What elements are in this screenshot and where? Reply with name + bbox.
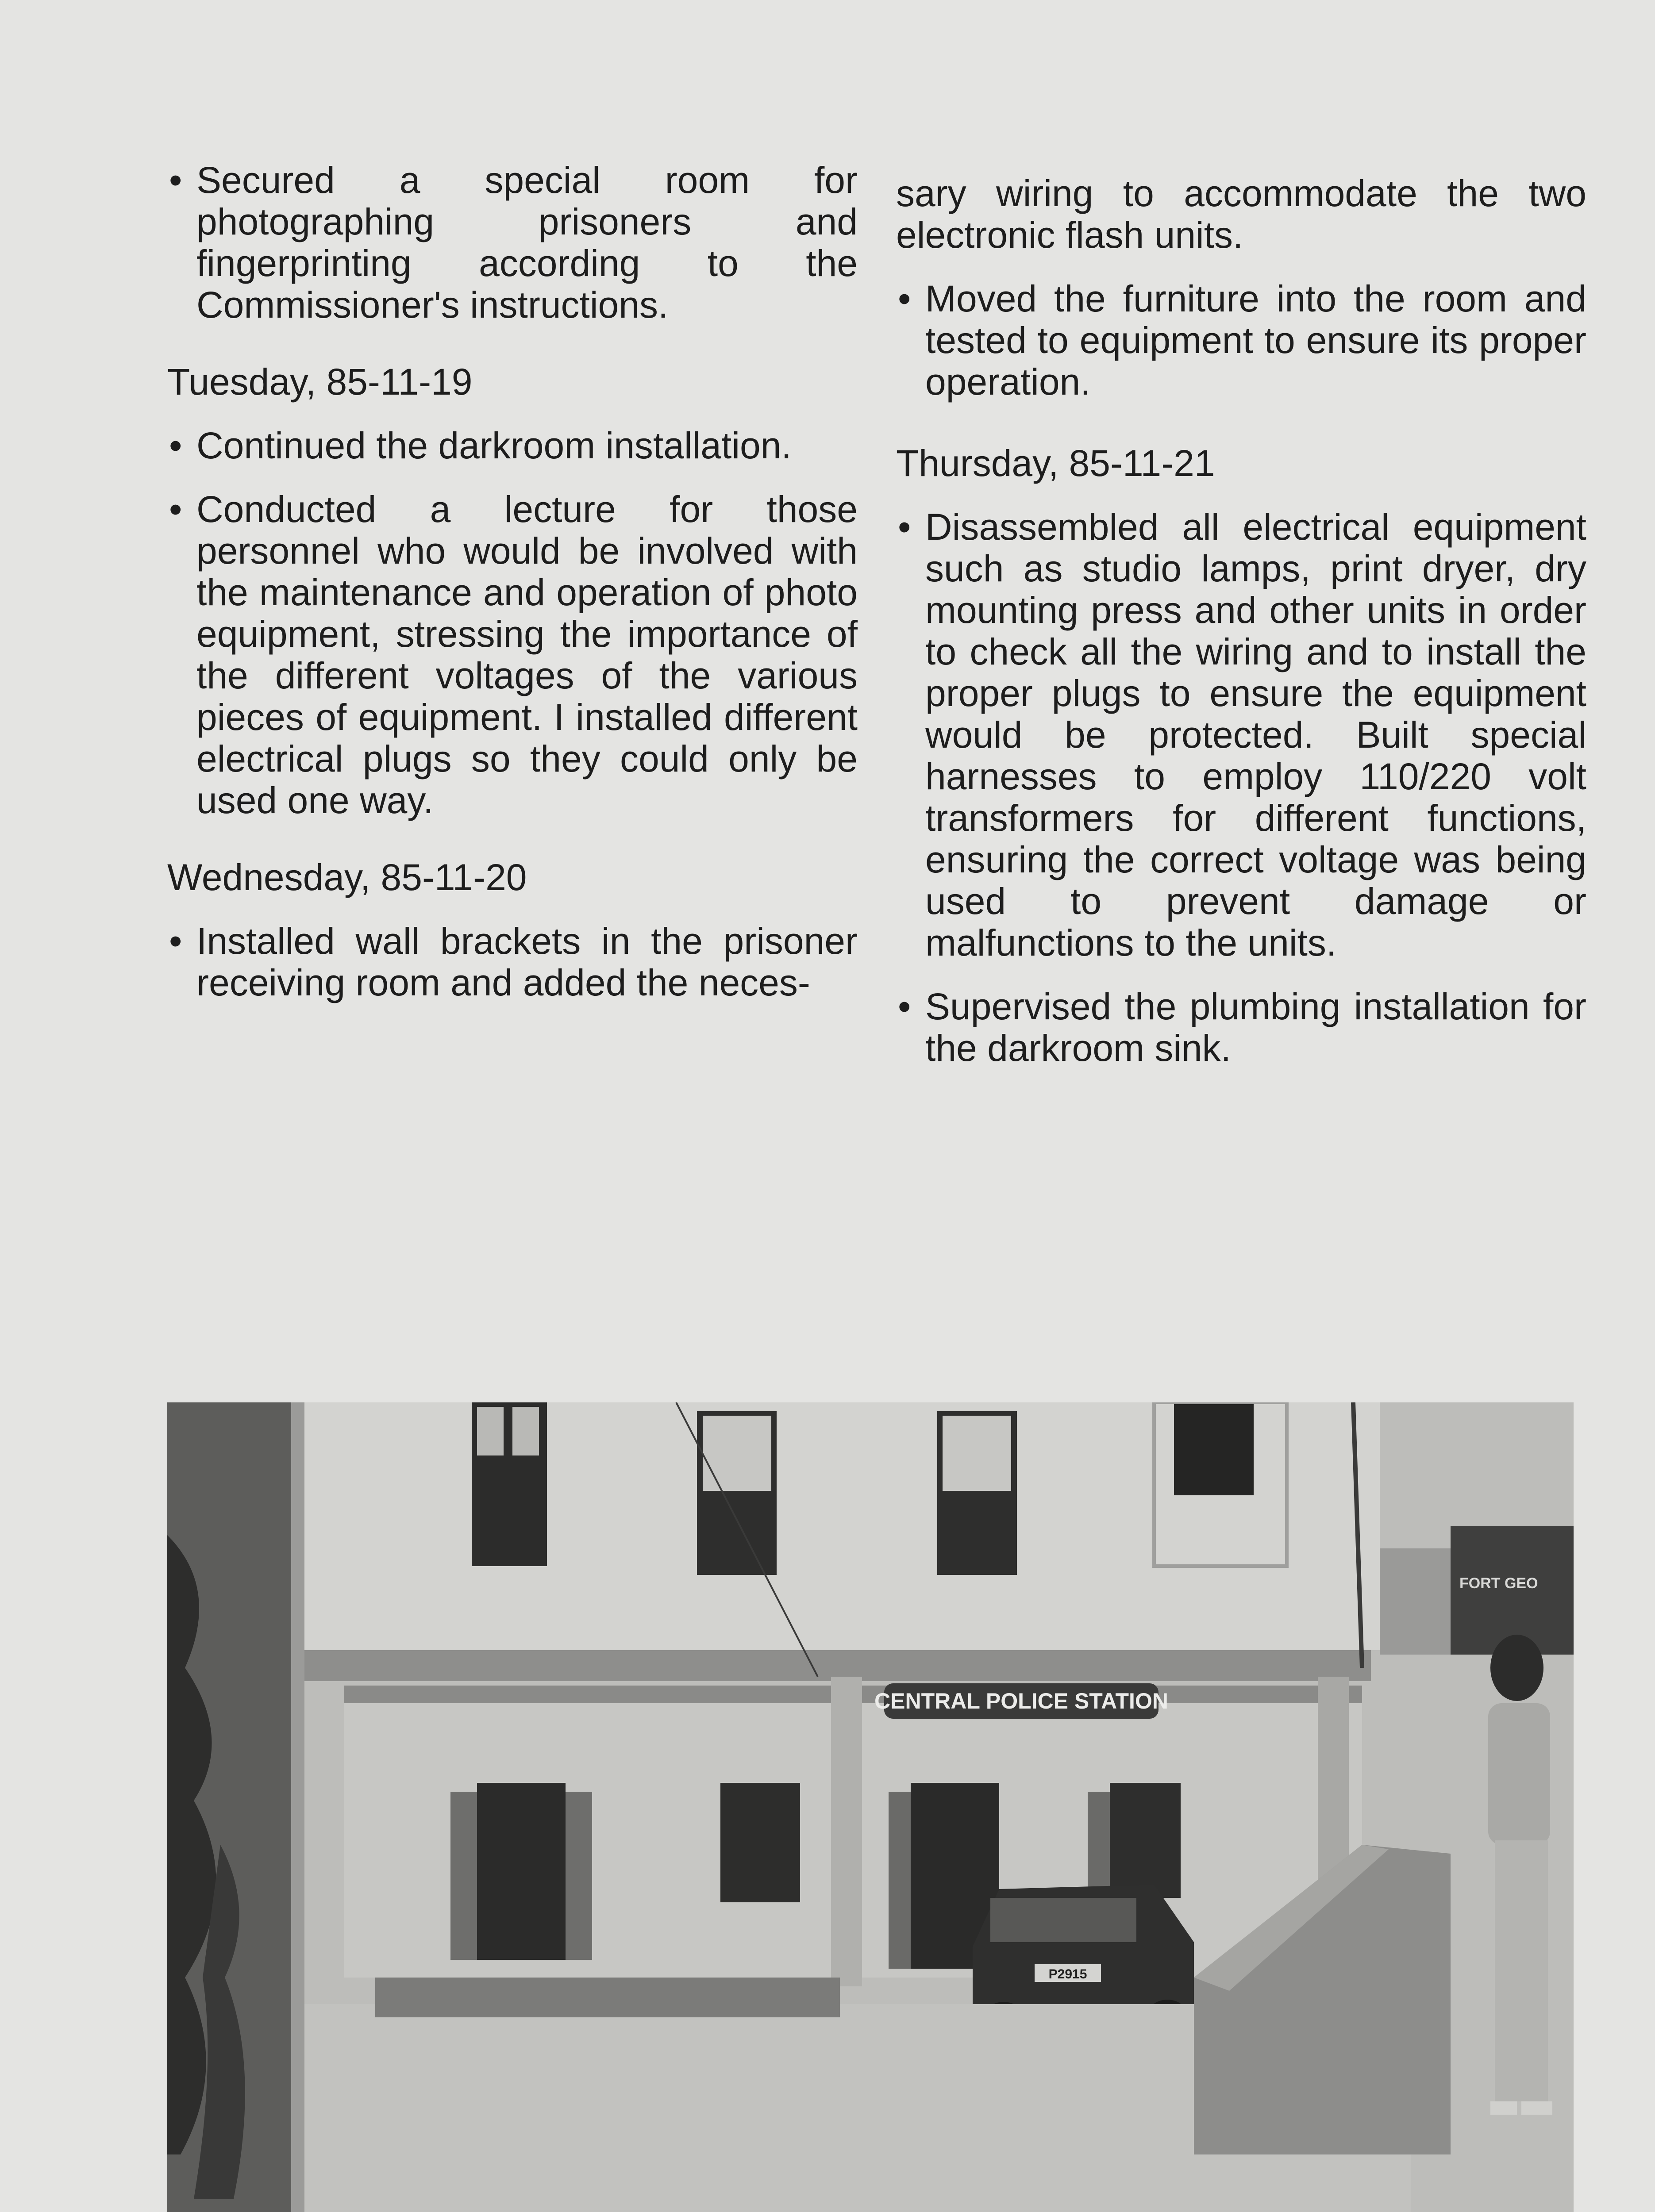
bullet-item: • Supervised the plumbing installation for the darkroom sink. [896,986,1586,1069]
bullet-item: • Disassembled all electrical equipment such as studio lamps, print dryer, dry mounting press and other units in order to check all the wiring and to install the proper plugs to ensure the equipment would be protected. Built special harnesses to employ 110/220 volt transformers for different functions, ensuring the correct voltage was being used to prevent damage or malfunctions to the units. [896,506,1586,964]
bullet-item: • Moved the furniture into the room and tested to equipment to ensure its proper operation. [896,278,1586,403]
date-heading: Wednesday, 85-11-20 [167,856,527,898]
licence-plate-text: P2915 [1048,1967,1087,1982]
date-heading: Thursday, 85-11-21 [896,442,1215,484]
date-heading: Tuesday, 85-11-19 [167,361,473,403]
fort-sign-text: FORT GEO [1459,1575,1538,1592]
bullet-item: • Installed wall brackets in the prisoner receiving room and added the neces- [167,920,858,1003]
right-column [896,173,1586,1091]
bullet-item: • Continued the darkroom installation. [167,425,858,466]
continued-text: sary wiring to accommodate the two electronic flash units. [896,173,1586,256]
bullet-item: • Conducted a lecture for those personnel who would be involved with the maintenance and operation of photo equipment, stressing the importance of the different voltages of the various pieces of equipment. I installed different electrical plugs so they could only be used one way. [167,488,858,821]
station-sign-text: CENTRAL POLICE STATION [874,1689,1168,1713]
bullet-item: • Secured a special room for photographing prisoners and fingerprinting according to the Commissioner's instructions. [167,159,858,326]
police-station-photo [167,1402,1574,2212]
left-column [167,159,858,1025]
